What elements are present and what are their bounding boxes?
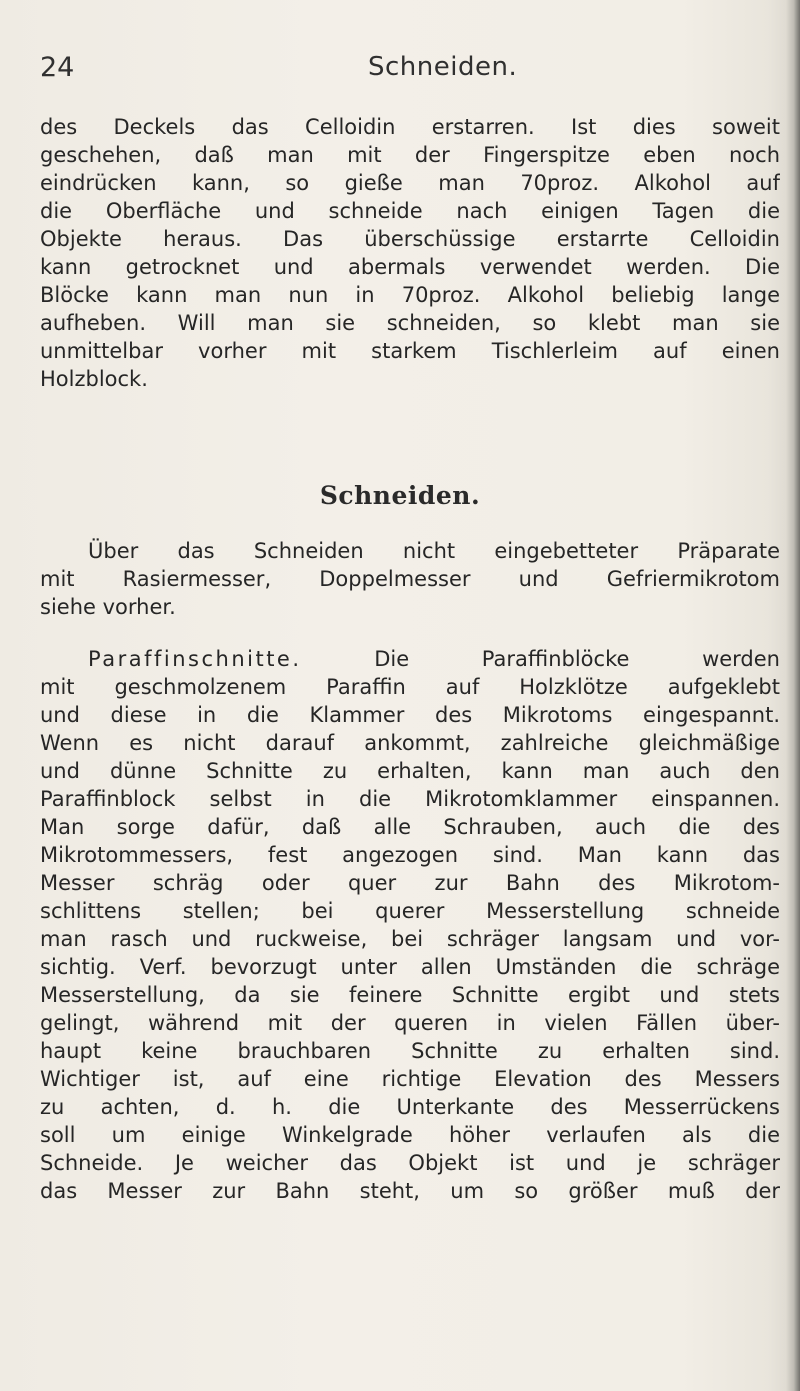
text-line: gelingt, während mit der queren in vielen Fällen über- [40,1011,780,1035]
text-line: schlittens stellen; bei querer Messerstellung schneide [40,899,780,923]
paragraph-celloidin [40,113,780,393]
paragraph-intro [40,537,780,621]
section-heading: Schneiden. [319,481,481,510]
lead-term: Paraffinschnitte. [88,647,302,671]
text-line: Man sorge dafür, daß alle Schrauben, auch die des [40,815,780,839]
text-line: Messer schräg oder quer zur Bahn des Mikrotom- [40,871,780,895]
text-line: des Deckels das Celloidin erstarren. Ist dies soweit [40,115,780,139]
text-line [40,645,780,673]
text-line-rest: Die Paraffinblöcke werden [301,647,780,671]
text-line: unmittelbar vorher mit starkem Tischlerleim auf einen [40,339,780,363]
text-line: siehe vorher. [40,595,176,619]
text-line: Messerstellung, da sie feinere Schnitte ergibt und stets [40,983,780,1007]
page-number: 24 [40,52,75,83]
text-line: Paraffinblock selbst in die Mikrotomklammer einspannen. [40,787,780,811]
text-line: die Oberfläche und schneide nach einigen Tagen die [40,199,780,223]
text-line: das Messer zur Bahn steht, um so größer muß der [40,1179,780,1203]
text-line: und dünne Schnitte zu erhalten, kann man auch den [40,759,780,783]
text-line: Wenn es nicht darauf ankommt, zahlreiche gleichmäßige [40,731,780,755]
text-line: Wichtiger ist, auf eine richtige Elevation des Messers [40,1067,780,1091]
text-line: eindrücken kann, so gieße man 70proz. Alkohol auf [40,171,780,195]
running-title: Schneiden. [368,52,518,82]
text-line: sichtig. Verf. bevorzugt unter allen Umständen die schräge [40,955,780,979]
text-line: man rasch und ruckweise, bei schräger langsam und vor- [40,927,780,951]
paragraph-paraffinschnitte [40,645,780,1205]
text-line: kann getrocknet und abermals verwendet werden. Die [40,255,780,279]
text-line: mit geschmolzenem Paraffin auf Holzklötze aufgeklebt [40,675,780,699]
text-line: geschehen, daß man mit der Fingerspitze eben noch [40,143,780,167]
text-line: zu achten, d. h. die Unterkante des Messerrückens [40,1095,780,1119]
text-line: und diese in die Klammer des Mikrotoms eingespannt. [40,703,780,727]
text-line: Holzblock. [40,367,148,391]
text-line: Blöcke kann man nun in 70proz. Alkohol beliebig lange [40,283,780,307]
page-edge-shadow [786,0,800,1391]
text-line: mit Rasiermesser, Doppelmesser und Gefriermikrotom [40,567,780,591]
text-line: haupt keine brauchbaren Schnitte zu erhalten sind. [40,1039,780,1063]
text-line: aufheben. Will man sie schneiden, so klebt man sie [40,311,780,335]
running-head [40,52,780,92]
text-line: soll um einige Winkelgrade höher verlaufen als die [40,1123,780,1147]
text-line: Schneide. Je weicher das Objekt ist und je schräger [40,1151,780,1175]
text-line: Mikrotommessers, fest angezogen sind. Man kann das [40,843,780,867]
text-line: Über das Schneiden nicht eingebetteter Präparate [88,539,780,563]
text-line: Objekte heraus. Das überschüssige erstarrte Celloidin [40,227,780,251]
